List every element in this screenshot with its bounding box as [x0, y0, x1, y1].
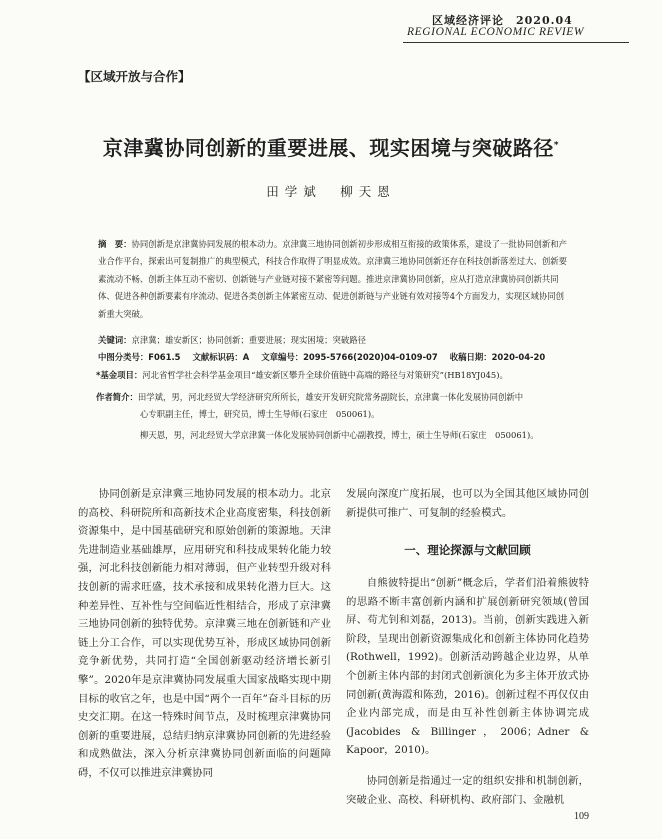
article-title-text: 京津冀协同创新的重要进展、现实困境与突破路径 — [102, 136, 554, 160]
article-number: 文章编号：2095-5766(2020)04-0109-07 — [261, 352, 438, 362]
abstract-label: 摘 要： — [98, 239, 132, 249]
classification-line — [98, 349, 578, 366]
article-title — [0, 132, 662, 161]
section-tag: 【区域开放与合作】 — [78, 69, 191, 84]
clc-number: 中图分类号：F061.5 — [98, 352, 181, 362]
body-paragraph: 协同创新是京津冀三地协同发展的根本动力。北京的高校、科研院所和高新技术企业高度密集，科技创新资源集中，是中国基础研究和原始创新的策源地。天津先进制造业基础雄厚，应用研究和科技成果转化能力较强，河北科技创新能力相对薄弱，但产业转型升级对科技创新的需求旺盛，技术承接和成果转化潜力巨大。这种差异性、互补性与空间临近性相结合，形成了京津冀三地协同创新的独特优势。京津冀三地在创新链和产业链上分工合作，可以实现优势互补，形成区域协同创新竞争新优势，共同打造“全国创新驱动经济增长新引擎”。2020年是京津冀协同发展重大国家战略实现中期目标的收官之年，也是中国“两个一百年”奋斗目标的历史交汇期。在这一特殊时间节点，及时梳理京津冀协同创新的重要进展，总结归纳京津冀协同创新的先进经验和成熟做法，深入分析京津冀协同创新面临的问题障碍，不仅可以推进京津冀协同 — [78, 488, 331, 779]
body-paragraph: 自熊彼特提出“创新”概念后，学者们沿着熊彼特的思路不断丰富创新内涵和扩展创新研究领域(曾国屏、苟尤钊和刘磊，2013)。当前，创新实践进入新阶段，呈现出创新资源集成化和创新主体协同化趋势(Rothwell，1992)。创新活动跨越企业边界，从单个创新主体内部的封闭式创新演化为多主体开放式协同创新(黄海霞和陈劲，2016)。创新过程不再仅仅由企业内部完成，而是由互补性创新主体协调完成(Jacobides & Billinger，2006；Adner & Kapoor，2010)。 — [346, 577, 589, 757]
author-bio — [96, 389, 576, 424]
fund-note — [96, 367, 576, 384]
abstract-text: 协同创新是京津冀协同发展的根本动力。京津冀三地协同创新初步形成相互衔接的政策体系，建设了一批协同创新和产业合作平台，探索出可复制推广的典型模式，科技合作取得了明显成效。京津冀三地协同创新还存在科技创新落差过大、创新要素流动不畅、创新主体互动不密切、创新链与产业链对接不紧密等问题。推进京津冀协同创新，应从打造京津冀协同创新共同体、促进各种创新要素有序流动、促进各类创新主体紧密互动、促进创新链与产业链有效对接等4个方面发力，实现区域协同创新重大突破。 — [98, 239, 567, 319]
header-rule — [403, 42, 629, 43]
journal-name-cn: 区域经济评论 2020.04 — [432, 14, 573, 27]
page-number: 109 — [574, 811, 589, 822]
title-footnote-mark: * — [553, 140, 560, 151]
section-heading: 一、理论探源与文献回顾 — [404, 543, 531, 557]
received-date: 收稿日期：2020-04-20 — [449, 352, 546, 362]
bio-author2: 柳天恩，男，河北经贸大学京津冀一体化发展协同创新中心副教授，博士，硕士生导师(石家庄 050061)。 — [140, 430, 539, 440]
document-code: 文献标识码：A — [192, 352, 250, 362]
fund-label: *基金项目： — [96, 370, 143, 380]
journal-name-en: REGIONAL ECONOMIC REVIEW — [407, 26, 585, 38]
body-left-column — [78, 485, 331, 783]
bio-author1-line2: 心专职副主任，博士，研究员，博士生导师(石家庄 050061)。 — [140, 409, 380, 420]
body-right-column-top — [346, 485, 589, 522]
fund-text: 河北省哲学社会科学基金项目“雄安新区攀升全球价值链中高端的路径与对策研究”(HB18YJ045)。 — [142, 370, 508, 380]
keywords-label: 关键词： — [98, 335, 132, 345]
body-right-column — [346, 574, 589, 809]
bio-author1-line1: 田学斌，男，河北经贸大学经济研究所所长，雄安开发研究院常务副院长，京津冀一体化发展协同创新中 — [137, 392, 524, 402]
bio-label: 作者简介： — [96, 392, 138, 402]
body-paragraph-continuation: 发展向深度广度拓展，也可以为全国其他区域协同创新提供可推广、可复制的经验模式。 — [346, 488, 589, 519]
keywords — [98, 332, 568, 349]
abstract — [98, 236, 568, 323]
keywords-text: 京津冀；雄安新区；协同创新；重要进展；现实困境；突破路径 — [131, 335, 366, 345]
authors: 田学斌 柳天恩 — [266, 184, 396, 199]
body-paragraph: 协同创新是指通过一定的组织安排和机制创新，突破企业、高校、科研机构、政府部门、金融机 — [346, 774, 589, 806]
